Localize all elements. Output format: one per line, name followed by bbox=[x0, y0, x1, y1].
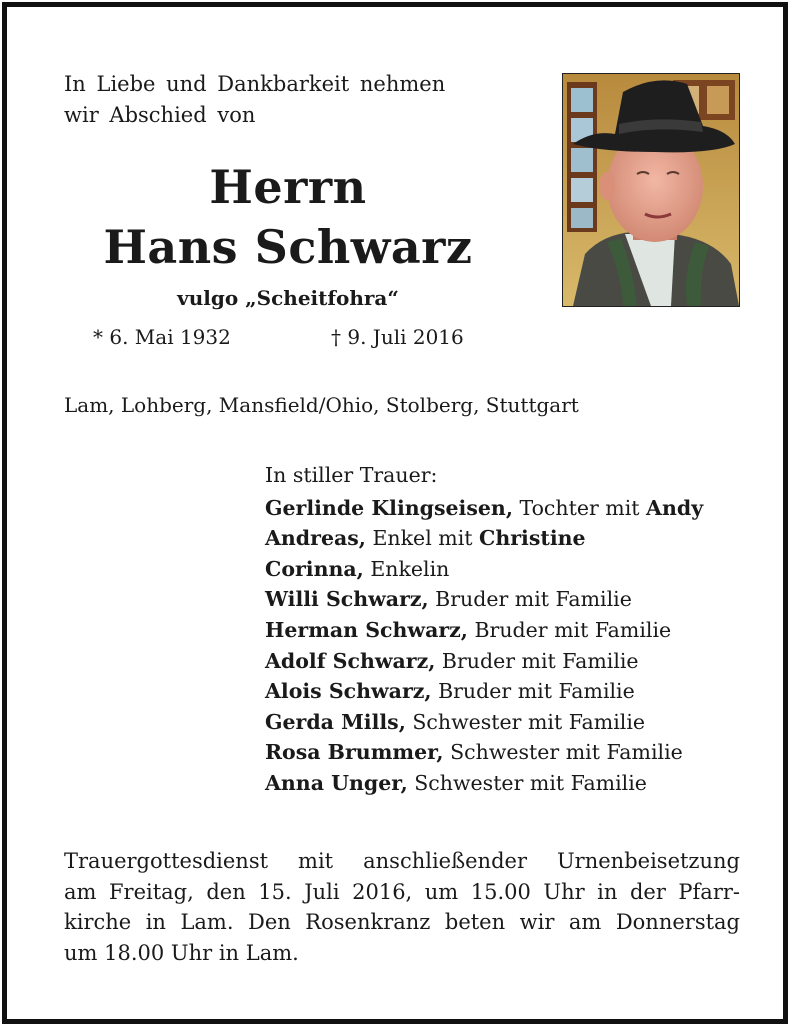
service-line-2: am Freitag, den 15. Juli 2016, um 15.00 Uhr in der Pfarr- bbox=[64, 879, 740, 904]
mourner-relation: Enkelin bbox=[363, 556, 450, 581]
mourner-relation: Schwester mit Familie bbox=[407, 770, 647, 795]
mourner-row bbox=[265, 676, 755, 707]
mourner-extra: Christine bbox=[479, 526, 586, 551]
mourner-extra: Andy bbox=[646, 495, 704, 520]
mourner-name: Anna Unger, bbox=[265, 770, 408, 795]
mourner-name: Alois Schwarz, bbox=[265, 679, 432, 704]
mourner-name: Adolf Schwarz, bbox=[265, 648, 436, 673]
intro-line-1: In Liebe und Dankbarkeit nehmen bbox=[64, 72, 446, 96]
salutation: Herrn bbox=[209, 160, 367, 214]
service-line-1: Trauergottesdienst mit anschließender Urnenbeisetzung bbox=[64, 849, 740, 873]
service-line-3: kirche in Lam. Den Rosenkranz beten wir am Donnerstag bbox=[64, 910, 740, 934]
mourner-name: Andreas, bbox=[265, 526, 366, 551]
mourner-relation: Schwester mit Familie bbox=[443, 740, 683, 765]
deceased-name-block bbox=[64, 157, 512, 277]
mourners-section bbox=[265, 460, 755, 799]
deceased-name: Hans Schwarz bbox=[103, 220, 473, 274]
obituary-frame bbox=[2, 2, 788, 1024]
service-line-4: um 18.00 Uhr in Lam. bbox=[64, 940, 299, 965]
mourner-name: Herman Schwarz, bbox=[265, 617, 468, 642]
mourner-relation: Bruder mit Familie bbox=[428, 587, 632, 612]
mourners-heading: In stiller Trauer: bbox=[265, 463, 438, 487]
intro-text bbox=[64, 69, 512, 131]
mourner-row bbox=[265, 493, 755, 524]
birth-date: * 6. Mai 1932 bbox=[93, 325, 231, 349]
places-list: Lam, Lohberg, Mansfield/Ohio, Stolberg, Stuttgart bbox=[64, 393, 579, 417]
mourner-name: Gerda Mills, bbox=[265, 709, 406, 734]
portrait-image bbox=[563, 74, 739, 306]
mourner-relation: Bruder mit Familie bbox=[431, 679, 635, 704]
mourner-relation: Schwester mit Familie bbox=[405, 709, 646, 734]
mourner-relation: Tochter mit bbox=[512, 495, 647, 520]
mourner-name: Rosa Brummer, bbox=[265, 740, 444, 765]
service-announcement bbox=[64, 846, 740, 968]
mourner-row bbox=[265, 523, 755, 554]
mourner-relation: Enkel mit bbox=[365, 526, 480, 551]
mourner-name: Corinna, bbox=[265, 556, 364, 581]
mourner-row bbox=[265, 707, 755, 738]
portrait-photo bbox=[562, 73, 740, 307]
mourner-name: Willi Schwarz, bbox=[265, 587, 429, 612]
mourner-relation: Bruder mit Familie bbox=[435, 648, 639, 673]
mourner-row bbox=[265, 584, 755, 615]
mourner-relation: Bruder mit Familie bbox=[467, 617, 672, 642]
mourner-name: Gerlinde Klingseisen, bbox=[265, 495, 513, 520]
alias: vulgo „Scheitfohra“ bbox=[177, 286, 399, 310]
mourner-row bbox=[265, 768, 755, 799]
mourner-row bbox=[265, 646, 755, 677]
mourner-row bbox=[265, 554, 755, 585]
intro-line-2: wir Abschied von bbox=[64, 103, 256, 127]
mourner-row bbox=[265, 615, 755, 646]
death-date: † 9. Juli 2016 bbox=[331, 325, 464, 349]
mourner-row bbox=[265, 737, 755, 768]
